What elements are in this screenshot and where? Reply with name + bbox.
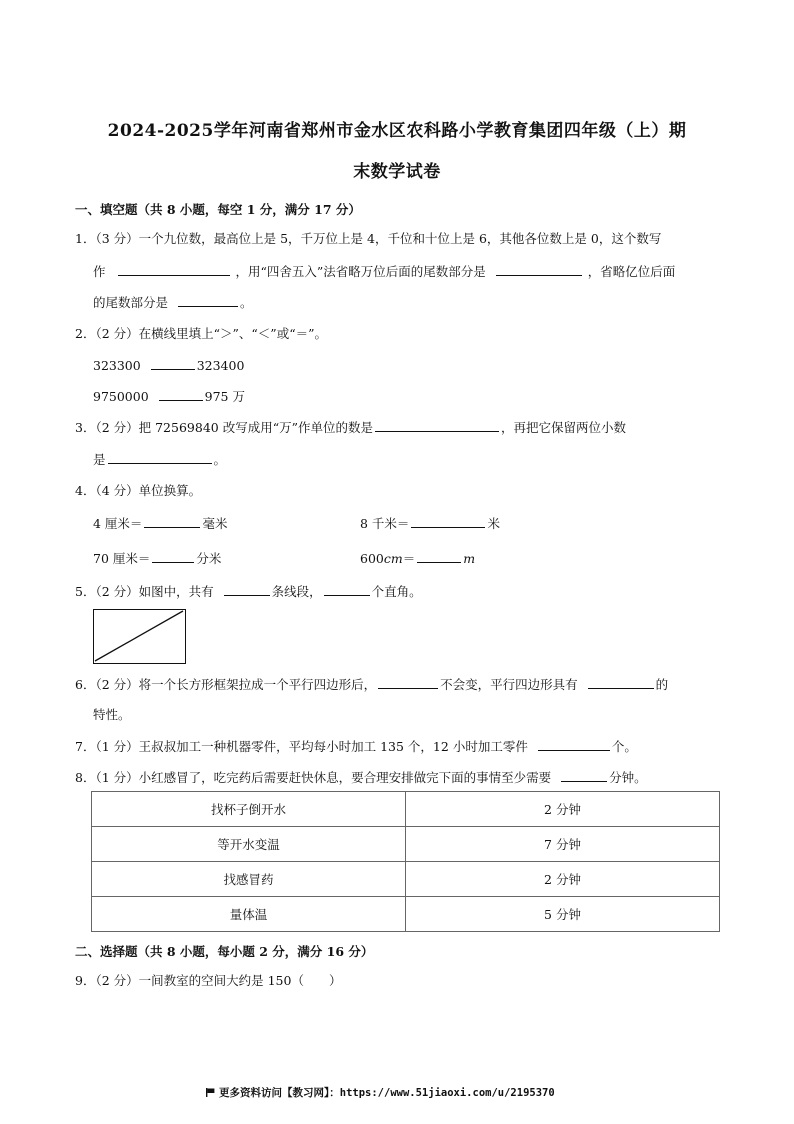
q2-b-left: 9750000 (93, 389, 149, 404)
q2-row-b (93, 387, 245, 406)
q4-item-a (93, 514, 227, 533)
q4-d-unit: m (463, 551, 476, 566)
q7-line-1 (75, 737, 637, 756)
q6-text-a: 6．（2 分）将一个长方形框架拉成一个平行四边形后， (75, 677, 377, 692)
q4-blank-d[interactable] (417, 549, 461, 563)
section-1-heading: 一、填空题（共 8 小题，每空 1 分，满分 17 分） (75, 202, 361, 217)
q4-blank-a[interactable] (144, 514, 200, 528)
q3-text-c: 是 (93, 452, 106, 467)
q1-line-2 (93, 262, 675, 281)
q6-line-1 (75, 675, 668, 694)
q5-blank-2[interactable] (324, 582, 370, 596)
q7-blank-1[interactable] (538, 737, 610, 751)
q4-a-left: 4 厘米＝ (93, 516, 143, 531)
page-title-line-2: 末数学试卷 (353, 162, 441, 182)
q3-blank-1[interactable] (375, 418, 499, 432)
q4-a-unit: 毫米 (202, 516, 228, 531)
q1-text-c: ，省略亿位后面 (587, 264, 676, 279)
table-row (92, 862, 720, 897)
q8-task-table (91, 791, 720, 932)
q6-blank-1[interactable] (378, 675, 438, 689)
q5-line-1 (75, 582, 422, 601)
time-cell: 5 分钟 (406, 897, 720, 932)
time-cell: 7 分钟 (406, 827, 720, 862)
time-cell: 2 分钟 (406, 792, 720, 827)
footer-link[interactable] (206, 1085, 555, 1100)
q1-text-e: 。 (240, 295, 253, 310)
q2-b-right: 975 万 (204, 389, 245, 404)
q4-d-eq: ＝ (402, 551, 416, 566)
q5-text-c: 个直角。 (371, 584, 422, 599)
q2-blank-a[interactable] (151, 356, 195, 370)
q2-line-1: 2．（2 分）在横线里填上“＞”、“＜”或“＝”。 (75, 326, 327, 341)
q6-text-b: 不会变，平行四边形具有 (440, 677, 578, 692)
table-row (92, 897, 720, 932)
q3-line-1 (75, 418, 626, 437)
diagonal-line-drawing (94, 610, 184, 662)
q6-text-c: 的 (655, 677, 669, 692)
task-cell: 等开水变温 (92, 827, 406, 862)
q8-line-1 (75, 768, 647, 787)
q4-item-b (360, 514, 500, 533)
q3-text-a: 3．（2 分）把 72569840 改写成用“万”作单位的数是 (75, 420, 373, 435)
q4-b-unit: 米 (487, 516, 500, 531)
q7-text-a: 7．（1 分）王叔叔加工一种机器零件，平均每小时加工 135 个，12 小时加工零件 (75, 739, 528, 754)
task-cell: 量体温 (92, 897, 406, 932)
q4-item-c (93, 549, 221, 568)
q8-blank-1[interactable] (561, 768, 607, 782)
q4-c-unit: 分米 (196, 551, 222, 566)
q6-line-2: 特性。 (93, 707, 131, 722)
q8-text-b: 分钟。 (609, 770, 647, 785)
q1-blank-1[interactable] (118, 262, 230, 276)
q1-line-3 (93, 293, 253, 312)
q4-d-left: 600 (360, 551, 384, 566)
q5-text-b: 条线段， (271, 584, 322, 599)
q3-blank-2[interactable] (108, 450, 212, 464)
q2-blank-b[interactable] (159, 387, 203, 401)
q4-b-left: 8 千米＝ (360, 516, 410, 531)
time-cell: 2 分钟 (406, 862, 720, 897)
q2-a-right: 323400 (196, 358, 245, 373)
q3-text-d: 。 (213, 452, 227, 467)
footer-text: 更多资料访问【教习网】：https://www.51jiaoxi.com/u/2195370 (219, 1087, 555, 1099)
task-cell: 找感冒药 (92, 862, 406, 897)
q7-text-b: 个。 (611, 739, 637, 754)
table-row (92, 827, 720, 862)
q9-line-1: 9．（2 分）一间教室的空间大约是 150（ ） (75, 973, 342, 988)
q4-blank-c[interactable] (152, 549, 194, 563)
flag-icon (206, 1088, 215, 1097)
page-title-line-1: 2024-2025学年河南省郑州市金水区农科路小学教育集团四年级（上）期 (107, 121, 687, 141)
q4-line-1: 4．（4 分）单位换算。 (75, 483, 202, 498)
q4-item-d (360, 549, 475, 568)
q5-blank-1[interactable] (224, 582, 270, 596)
q4-d-left-unit: cm (383, 551, 403, 566)
table-row (92, 792, 720, 827)
task-cell: 找杯子倒开水 (92, 792, 406, 827)
q1-text-b: ，用“四舍五入”法省略万位后面的尾数部分是 (235, 264, 486, 279)
rectangle-diagonal-figure (93, 609, 186, 664)
q1-line-1: 1．（3 分）一个九位数，最高位上是 5，千万位上是 4，千位和十位上是 6，其他各位数上是 0，这个数写 (75, 231, 662, 246)
section-2-heading: 二、选择题（共 8 小题，每小题 2 分，满分 16 分） (75, 944, 374, 959)
q3-line-2 (93, 450, 226, 469)
q1-text-d: 的尾数部分是 (93, 295, 169, 310)
q2-a-left: 323300 (93, 358, 141, 373)
q3-text-b: ，再把它保留两位小数 (500, 420, 626, 435)
q8-text-a: 8．（1 分）小红感冒了，吃完药后需要赶快休息，要合理安排做完下面的事情至少需要 (75, 770, 552, 785)
q2-row-a (93, 356, 244, 375)
q1-text-a: 作 (93, 264, 106, 279)
q6-blank-2[interactable] (588, 675, 654, 689)
q1-blank-3[interactable] (178, 293, 238, 307)
q4-c-left: 70 厘米＝ (93, 551, 151, 566)
q4-blank-b[interactable] (411, 514, 485, 528)
q5-text-a: 5．（2 分）如图中，共有 (75, 584, 214, 599)
q1-blank-2[interactable] (496, 262, 582, 276)
